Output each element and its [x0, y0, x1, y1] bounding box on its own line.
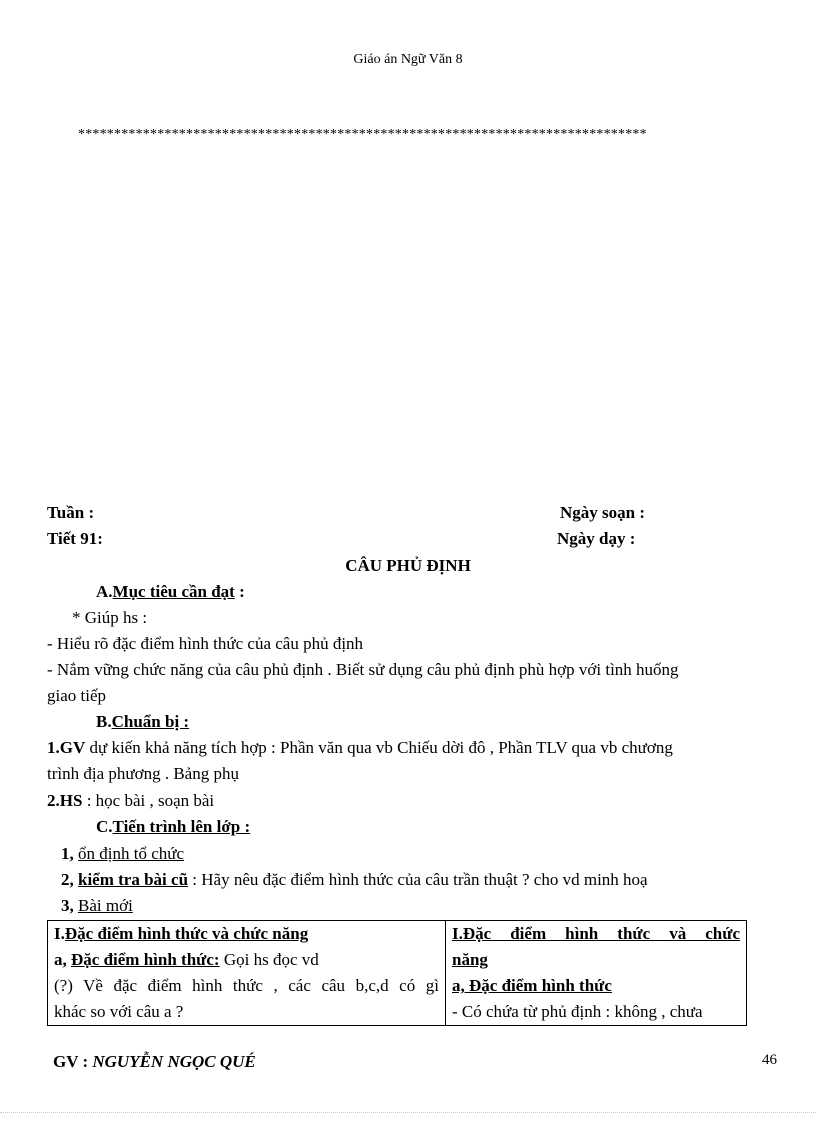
content-heading: I.Đặc điểm hình thức và chức: [452, 924, 740, 943]
section-b-title: Chuẩn bị :: [111, 712, 190, 731]
footer-teacher-name: NGUYỄN NGỌC QUÉ: [92, 1052, 256, 1071]
step-3: [61, 895, 133, 917]
section-a-prefix: A.: [96, 582, 113, 601]
content-cell: [446, 921, 747, 1026]
objective-item-2: - Nắm vững chức năng của câu phủ định . Biết sử dụng câu phủ định phù hợp với tình huống: [47, 660, 679, 679]
step-2-number: 2,: [61, 870, 78, 889]
section-a-suffix: :: [234, 582, 245, 601]
lesson-title: CÂU PHỦ ĐỊNH: [345, 556, 471, 575]
lesson-table: [47, 920, 747, 1026]
prep-student-label: 2.HS: [47, 791, 83, 810]
footer-teacher-label: GV :: [53, 1052, 93, 1071]
prep-teacher-text: dự kiến khả năng tích hợp : Phần văn qua vb Chiếu dời đô , Phần TLV qua vb chương: [85, 738, 673, 757]
page-number: 46: [762, 1052, 777, 1068]
step-3-number: 3,: [61, 896, 78, 915]
prep-student-text: : học bài , soạn bài: [82, 791, 215, 810]
section-a-title: Mục tiêu cần đạt: [112, 582, 235, 601]
section-b-prefix: B.: [96, 712, 112, 731]
content-text: - Có chứa từ phủ định : không , chưa: [452, 1002, 703, 1021]
prep-student: [47, 790, 214, 812]
prep-teacher-cont: trình địa phương . Bảng phụ: [47, 764, 239, 783]
header-title: Giáo án Ngữ Văn 8: [353, 52, 463, 67]
activity-question-cont: khác so với câu a ?: [54, 1002, 184, 1021]
activity-heading: [54, 921, 439, 947]
activity-sub-prefix: a,: [54, 950, 71, 969]
step-2: [61, 869, 648, 891]
section-c-prefix: C.: [96, 817, 113, 836]
objective-item-1: - Hiểu rõ đặc điểm hình thức của câu phủ định: [47, 634, 364, 653]
prep-teacher-label: 1.GV: [47, 738, 86, 757]
section-c-title: Tiến trình lên lớp :: [112, 817, 251, 836]
step-1: [61, 843, 184, 865]
content-heading-cont: năng: [452, 950, 488, 969]
week-label: Tuần :: [47, 503, 95, 522]
step-1-number: 1,: [61, 844, 78, 863]
section-a-heading: [96, 581, 245, 603]
activity-cell: [48, 921, 446, 1026]
step-3-text: Bài mới: [78, 896, 133, 915]
activity-sub-text: Gọi hs đọc vd: [219, 950, 319, 969]
step-2-text: : Hãy nêu đặc điểm hình thức của câu trần thuật ? cho vd minh hoạ: [188, 870, 648, 889]
prep-date-label: Ngày soạn :: [560, 503, 646, 522]
section-b-heading: [96, 711, 189, 733]
activity-heading-text: Đặc điểm hình thức và chức năng: [64, 924, 309, 943]
table-row: [48, 921, 747, 1026]
section-c-heading: [96, 816, 250, 838]
footer-teacher: [53, 1052, 256, 1072]
star-divider: *******************************************************************************: [78, 127, 647, 142]
teach-date-label: Ngày dạy :: [557, 529, 636, 548]
activity-question: (?) Về đặc điểm hình thức , các câu b,c,d có gì: [54, 976, 439, 995]
period-label: Tiết 91:: [47, 529, 103, 548]
section-a-intro: * Giúp hs :: [72, 608, 148, 627]
page-edge-divider: [0, 1112, 816, 1113]
objective-item-2-cont: giao tiếp: [47, 686, 107, 705]
activity-sub-heading: Đặc điểm hình thức:: [71, 950, 220, 969]
step-1-text: ổn định tổ chức: [78, 844, 185, 863]
activity-subsection: [54, 947, 439, 973]
step-2-label: kiểm tra bài cũ: [78, 870, 189, 889]
content-sub-heading: a, Đặc điểm hình thức: [452, 976, 612, 995]
prep-teacher: [47, 737, 673, 759]
activity-heading-prefix: I.: [54, 924, 65, 943]
